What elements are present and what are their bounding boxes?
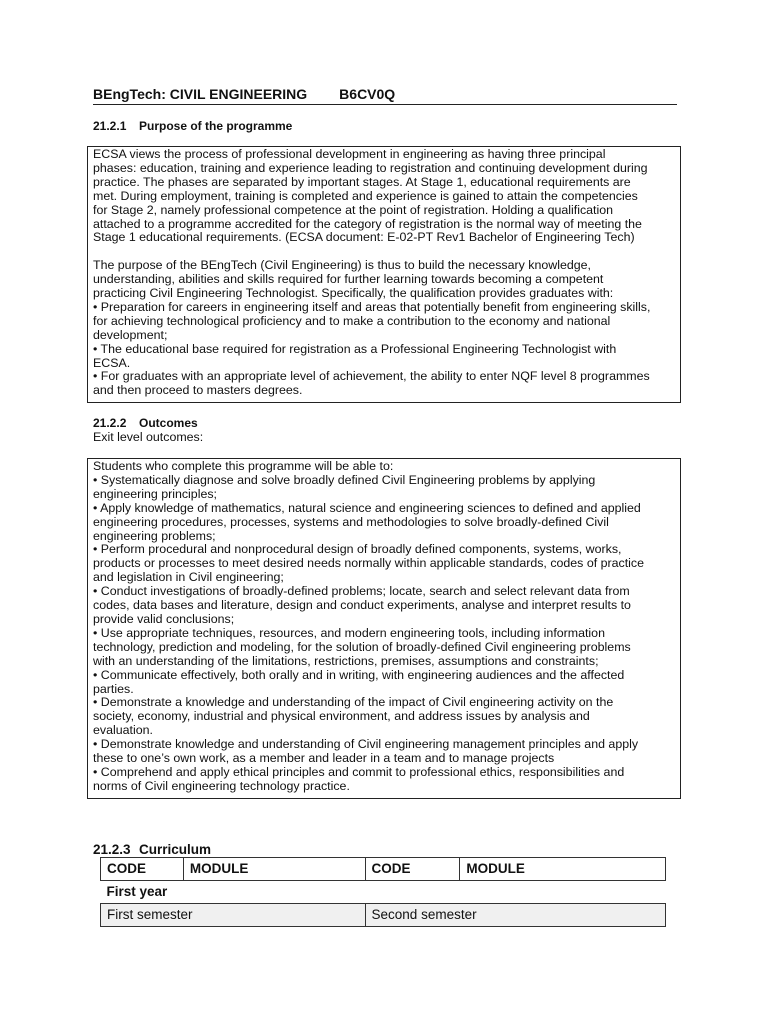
outcomes-list [93,460,675,794]
text-line: • Use appropriate techniques, resources, and modern engineering tools, including information [93,625,605,640]
text-line: Students who complete this programme will be able to: [93,459,394,473]
text-line: • Preparation for careers in engineering itself and areas that potentially benefit from engineering skills, [93,299,651,314]
year-label: First year [106,884,168,899]
section-number: 21.2.3 [93,842,131,857]
text-line: ECSA views the process of professional development in engineering as having three principal [93,147,606,161]
section-number: 21.2.1 [93,119,127,133]
text-line: engineering principles; [93,486,217,501]
text-line: • Comprehend and apply ethical principles and commit to professional ethics, responsibilities and [93,764,625,779]
section-outcomes-heading [93,416,198,430]
text-line: technology, prediction and modeling, for the solution of broadly-defined Civil engineering problems [93,639,631,654]
section-curriculum-heading [93,842,211,858]
text-line: parties. [93,681,134,696]
programme-code: B6CV0Q [339,86,396,102]
text-line: • Conduct investigations of broadly-defined problems; locate, search and select relevant data from [93,584,630,599]
column-header-module: MODULE [183,858,365,881]
text-line: with an understanding of the limitations, restrictions, premises, assumptions and constraints; [93,653,599,668]
text-line: • Systematically diagnose and solve broadly defined Civil Engineering problems by applying [93,472,596,487]
text-line: • Demonstrate knowledge and understanding of Civil engineering management principles and apply [93,737,639,752]
text-line: norms of Civil engineering technology practice. [93,778,350,793]
programme-title: BEngTech: CIVIL ENGINEERING [93,86,308,102]
table-header-row [101,858,666,881]
text-line: • Communicate effectively, both orally and in writing, with engineering audiences and the affected [93,667,625,682]
text-line: understanding, abilities and skills required for further learning towards becoming a competent [93,272,604,287]
purpose-paragraph-1 [93,148,675,245]
column-header-code: CODE [365,858,460,881]
text-line: • Apply knowledge of mathematics, natural science and engineering sciences to defined and applied [93,500,641,515]
section-title: Outcomes [139,416,198,430]
semester-row [101,904,666,927]
text-line: • The educational base required for registration as a Professional Engineering Technologist with [93,341,617,356]
text-line: • For graduates with an appropriate level of achievement, the ability to enter NQF level 8 programmes [93,369,650,384]
curriculum-table [100,857,666,927]
column-header-code: CODE [101,858,184,881]
text-line: The purpose of the BEngTech (Civil Engineering) is thus to build the necessary knowledge, [93,258,591,273]
outcomes-subtitle: Exit level outcomes: [93,430,204,444]
text-line: and legislation in Civil engineering; [93,570,284,585]
section-number: 21.2.2 [93,416,127,430]
text-line: products or processes to meet desired needs normally within applicable standards, codes of practice [93,556,644,571]
text-line: Stage 1 educational requirements. (ECSA document: E-02-PT Rev1 Bachelor of Engineering Tech) [93,230,635,245]
text-line: attached to a programme accredited for the category of registration is the normal way of meeting the [93,216,642,231]
text-line: these to one’s own work, as a member and leader in a team and to manage projects [93,751,555,766]
text-line: ECSA. [93,355,131,370]
year-row [101,881,666,904]
document-header [93,86,677,105]
text-line: for achieving technological proficiency and to make a contribution to the economy and national [93,313,611,328]
text-line: codes, data bases and literature, design and conduct experiments, analyse and interpret results to [93,598,631,613]
purpose-paragraph-2 [93,259,675,398]
text-line: development; [93,327,168,342]
semester-label-first: First semester [101,904,366,927]
purpose-box [87,146,681,403]
text-line: engineering procedures, processes, systems and methodologies to solve broadly-defined Civil [93,514,609,529]
text-line: and then proceed to masters degrees. [93,383,303,398]
text-line: evaluation. [93,723,153,738]
text-line: practicing Civil Engineering Technologist. Specifically, the qualification provides graduates with: [93,286,614,301]
text-line: met. During employment, training is completed and experience is gained to attain the competencies [93,188,638,203]
text-line: provide valid conclusions; [93,611,235,626]
section-title: Curriculum [139,842,212,857]
text-line: for Stage 2, namely professional competence at the point of registration. Holding a qualification [93,202,614,217]
semester-label-second: Second semester [365,904,665,927]
column-header-module: MODULE [460,858,666,881]
outcomes-box [87,458,681,799]
text-line: society, economy, industrial and physical environment, and address issues by analysis and [93,709,590,724]
text-line: engineering problems; [93,528,216,543]
text-line: phases: education, training and experience leading to registration and continuing development during [93,160,648,175]
text-line: practice. The phases are separated by important stages. At Stage 1, educational requirements are [93,174,631,189]
text-line: • Demonstrate a knowledge and understanding of the impact of Civil engineering activity on the [93,695,614,710]
text-line: • Perform procedural and nonprocedural design of broadly defined components, systems, works, [93,542,622,557]
section-title: Purpose of the programme [139,119,293,133]
section-purpose-heading [93,119,292,133]
